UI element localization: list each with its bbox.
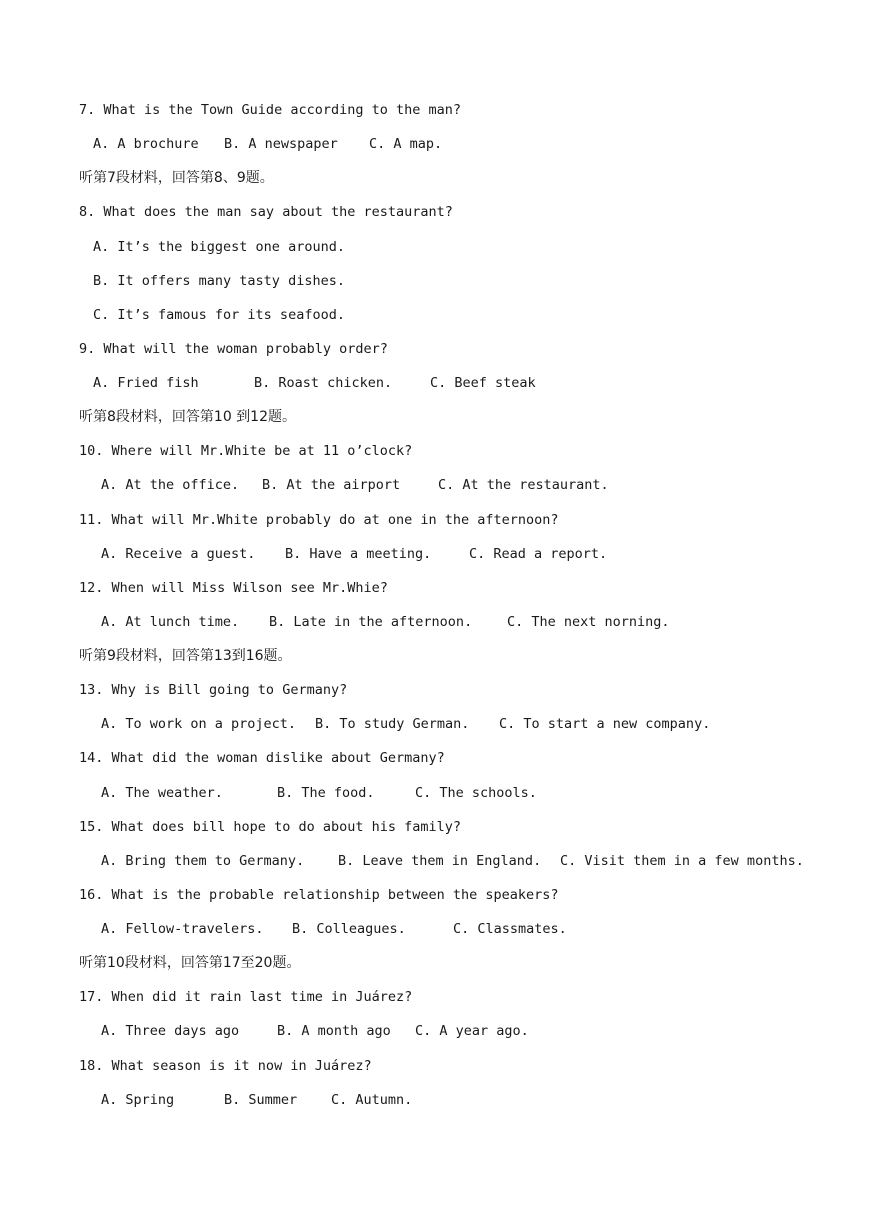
- question-17: 17. When did it rain last time in Juárez?: [79, 989, 413, 1005]
- question-16: 16. What is the probable relationship between the speakers?: [79, 887, 559, 903]
- q8-option-a: A. It’s the biggest one around.: [93, 239, 345, 255]
- q17-option-c: C. A year ago.: [415, 1023, 529, 1039]
- q15-option-a: A. Bring them to Germany.: [101, 853, 305, 869]
- q11-option-a: A. Receive a guest.: [101, 546, 256, 562]
- question-11: 11. What will Mr.White probably do at one in the afternoon?: [79, 512, 559, 528]
- q9-option-c: C. Beef steak: [430, 375, 536, 391]
- q14-option-a: A. The weather.: [101, 785, 223, 801]
- section-7-instruction: 听第7段材料，回答第8、9题。: [79, 170, 274, 186]
- q14-option-b: B. The food.: [277, 785, 375, 801]
- q7-option-a: A. A brochure: [93, 136, 199, 152]
- question-18: 18. What season is it now in Juárez?: [79, 1058, 372, 1074]
- q13-option-b: B. To study German.: [315, 716, 470, 732]
- q12-option-b: B. Late in the afternoon.: [269, 614, 473, 630]
- q10-option-b: B. At the airport: [262, 477, 401, 493]
- q9-option-a: A. Fried fish: [93, 375, 199, 391]
- question-14: 14. What did the woman dislike about Germany?: [79, 750, 445, 766]
- section-10-instruction: 听第10段材料，回答第17至20题。: [79, 955, 301, 971]
- question-10: 10. Where will Mr.White be at 11 o’clock?: [79, 443, 413, 459]
- q11-option-c: C. Read a report.: [469, 546, 608, 562]
- q10-option-a: A. At the office.: [101, 477, 240, 493]
- q18-option-a: A. Spring: [101, 1092, 175, 1108]
- question-12: 12. When will Miss Wilson see Mr.Whie?: [79, 580, 388, 596]
- q16-option-b: B. Colleagues.: [292, 921, 406, 937]
- q18-option-c: C. Autumn.: [331, 1092, 413, 1108]
- section-8-instruction: 听第8段材料，回答第10 到12题。: [79, 409, 296, 425]
- q16-option-a: A. Fellow-travelers.: [101, 921, 264, 937]
- q10-option-c: C. At the restaurant.: [438, 477, 609, 493]
- question-7: 7. What is the Town Guide according to the man?: [79, 102, 462, 118]
- question-8: 8. What does the man say about the restaurant?: [79, 204, 453, 220]
- q15-option-c: C. Visit them in a few months.: [560, 853, 804, 869]
- q13-option-a: A. To work on a project.: [101, 716, 297, 732]
- section-9-instruction: 听第9段材料，回答第13到16题。: [79, 648, 292, 664]
- q18-option-b: B. Summer: [224, 1092, 298, 1108]
- q8-option-b: B. It offers many tasty dishes.: [93, 273, 345, 289]
- q7-option-b: B. A newspaper: [224, 136, 338, 152]
- q17-option-b: B. A month ago: [277, 1023, 391, 1039]
- q16-option-c: C. Classmates.: [453, 921, 567, 937]
- q7-option-c: C. A map.: [369, 136, 443, 152]
- q8-option-c: C. It’s famous for its seafood.: [93, 307, 345, 323]
- q13-option-c: C. To start a new company.: [499, 716, 711, 732]
- q15-option-b: B. Leave them in England.: [338, 853, 542, 869]
- q17-option-a: A. Three days ago: [101, 1023, 240, 1039]
- q11-option-b: B. Have a meeting.: [285, 546, 432, 562]
- question-15: 15. What does bill hope to do about his family?: [79, 819, 462, 835]
- q14-option-c: C. The schools.: [415, 785, 537, 801]
- question-13: 13. Why is Bill going to Germany?: [79, 682, 348, 698]
- q12-option-c: C. The next norning.: [507, 614, 670, 630]
- question-9: 9. What will the woman probably order?: [79, 341, 388, 357]
- q9-option-b: B. Roast chicken.: [254, 375, 393, 391]
- q12-option-a: A. At lunch time.: [101, 614, 240, 630]
